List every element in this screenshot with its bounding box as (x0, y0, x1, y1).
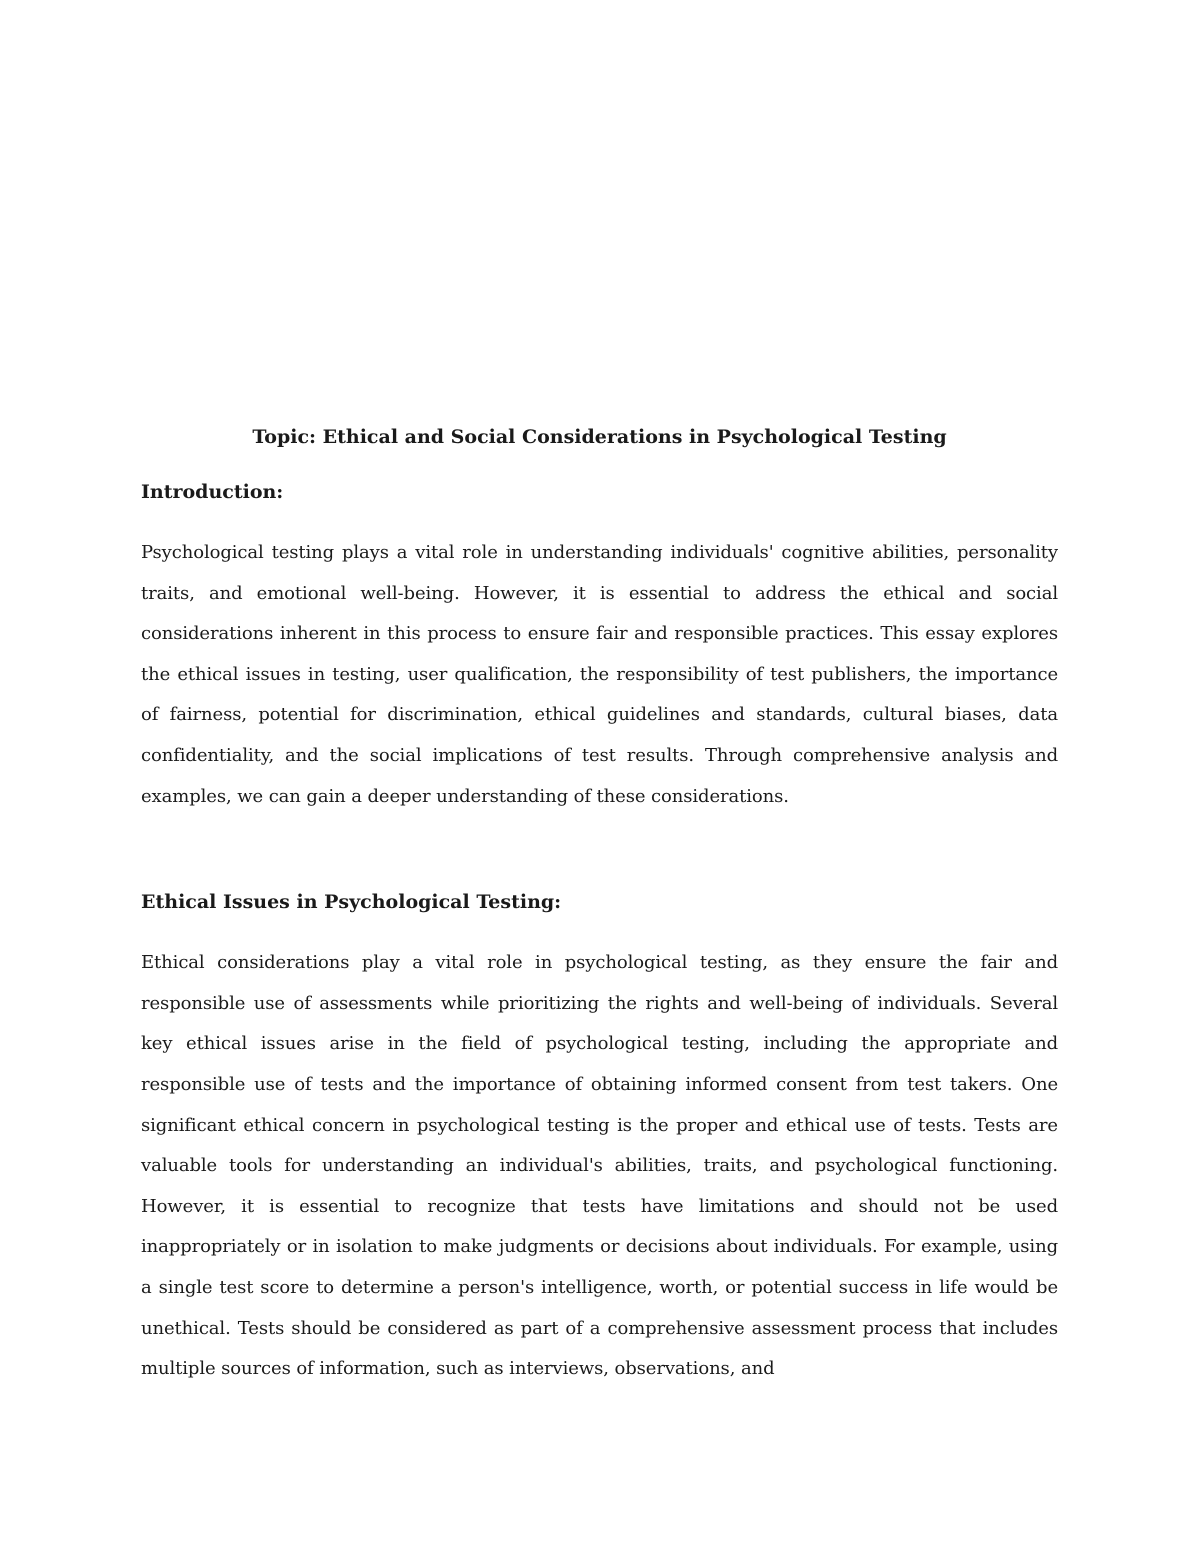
section-spacer (141, 817, 1058, 887)
section-heading-ethical-issues: Ethical Issues in Psychological Testing: (141, 891, 562, 914)
document-title: Topic: Ethical and Social Considerations in Psychological Testing (252, 426, 947, 448)
section-body-ethical-issues: Ethical considerations play a vital role in psychological testing, as they ensure the fair and responsible use of assessments while prioritizing the rights and well-being of individuals. Several key ethical issues arise in the field of psychological testing, including the appropriate and responsible use of tests and the importance of obtaining informed consent from test takers. One significant ethical concern in psychological testing is the proper and ethical use of tests. Tests are valuable tools for understanding an individual's abilities, traits, and psychological functioning. However, it is essential to recognize that tests have limitations and should not be used inappropriately or in isolation to make judgments or decisions about individuals. For example, using a single test score to determine a person's intelligence, worth, or potential success in life would be unethical. Tests should be considered as part of a comprehensive assessment process that includes multiple sources of information, such as interviews, observations, and (141, 952, 1058, 1380)
document-content (141, 422, 1058, 1390)
section-heading-introduction: Introduction: (141, 481, 284, 503)
section-body-introduction: Psychological testing plays a vital role in understanding individuals' cognitive abilities, personality traits, and emotional well-being. However, it is essential to address the ethical and social considerations inherent in this process to ensure fair and responsible practices. This essay explores the ethical issues in testing, user qualification, the responsibility of test publishers, the importance of fairness, potential for discrimination, ethical guidelines and standards, cultural biases, data confidentiality, and the social implications of test results. Through comprehensive analysis and examples, we can gain a deeper understanding of these considerations. (141, 542, 1058, 807)
